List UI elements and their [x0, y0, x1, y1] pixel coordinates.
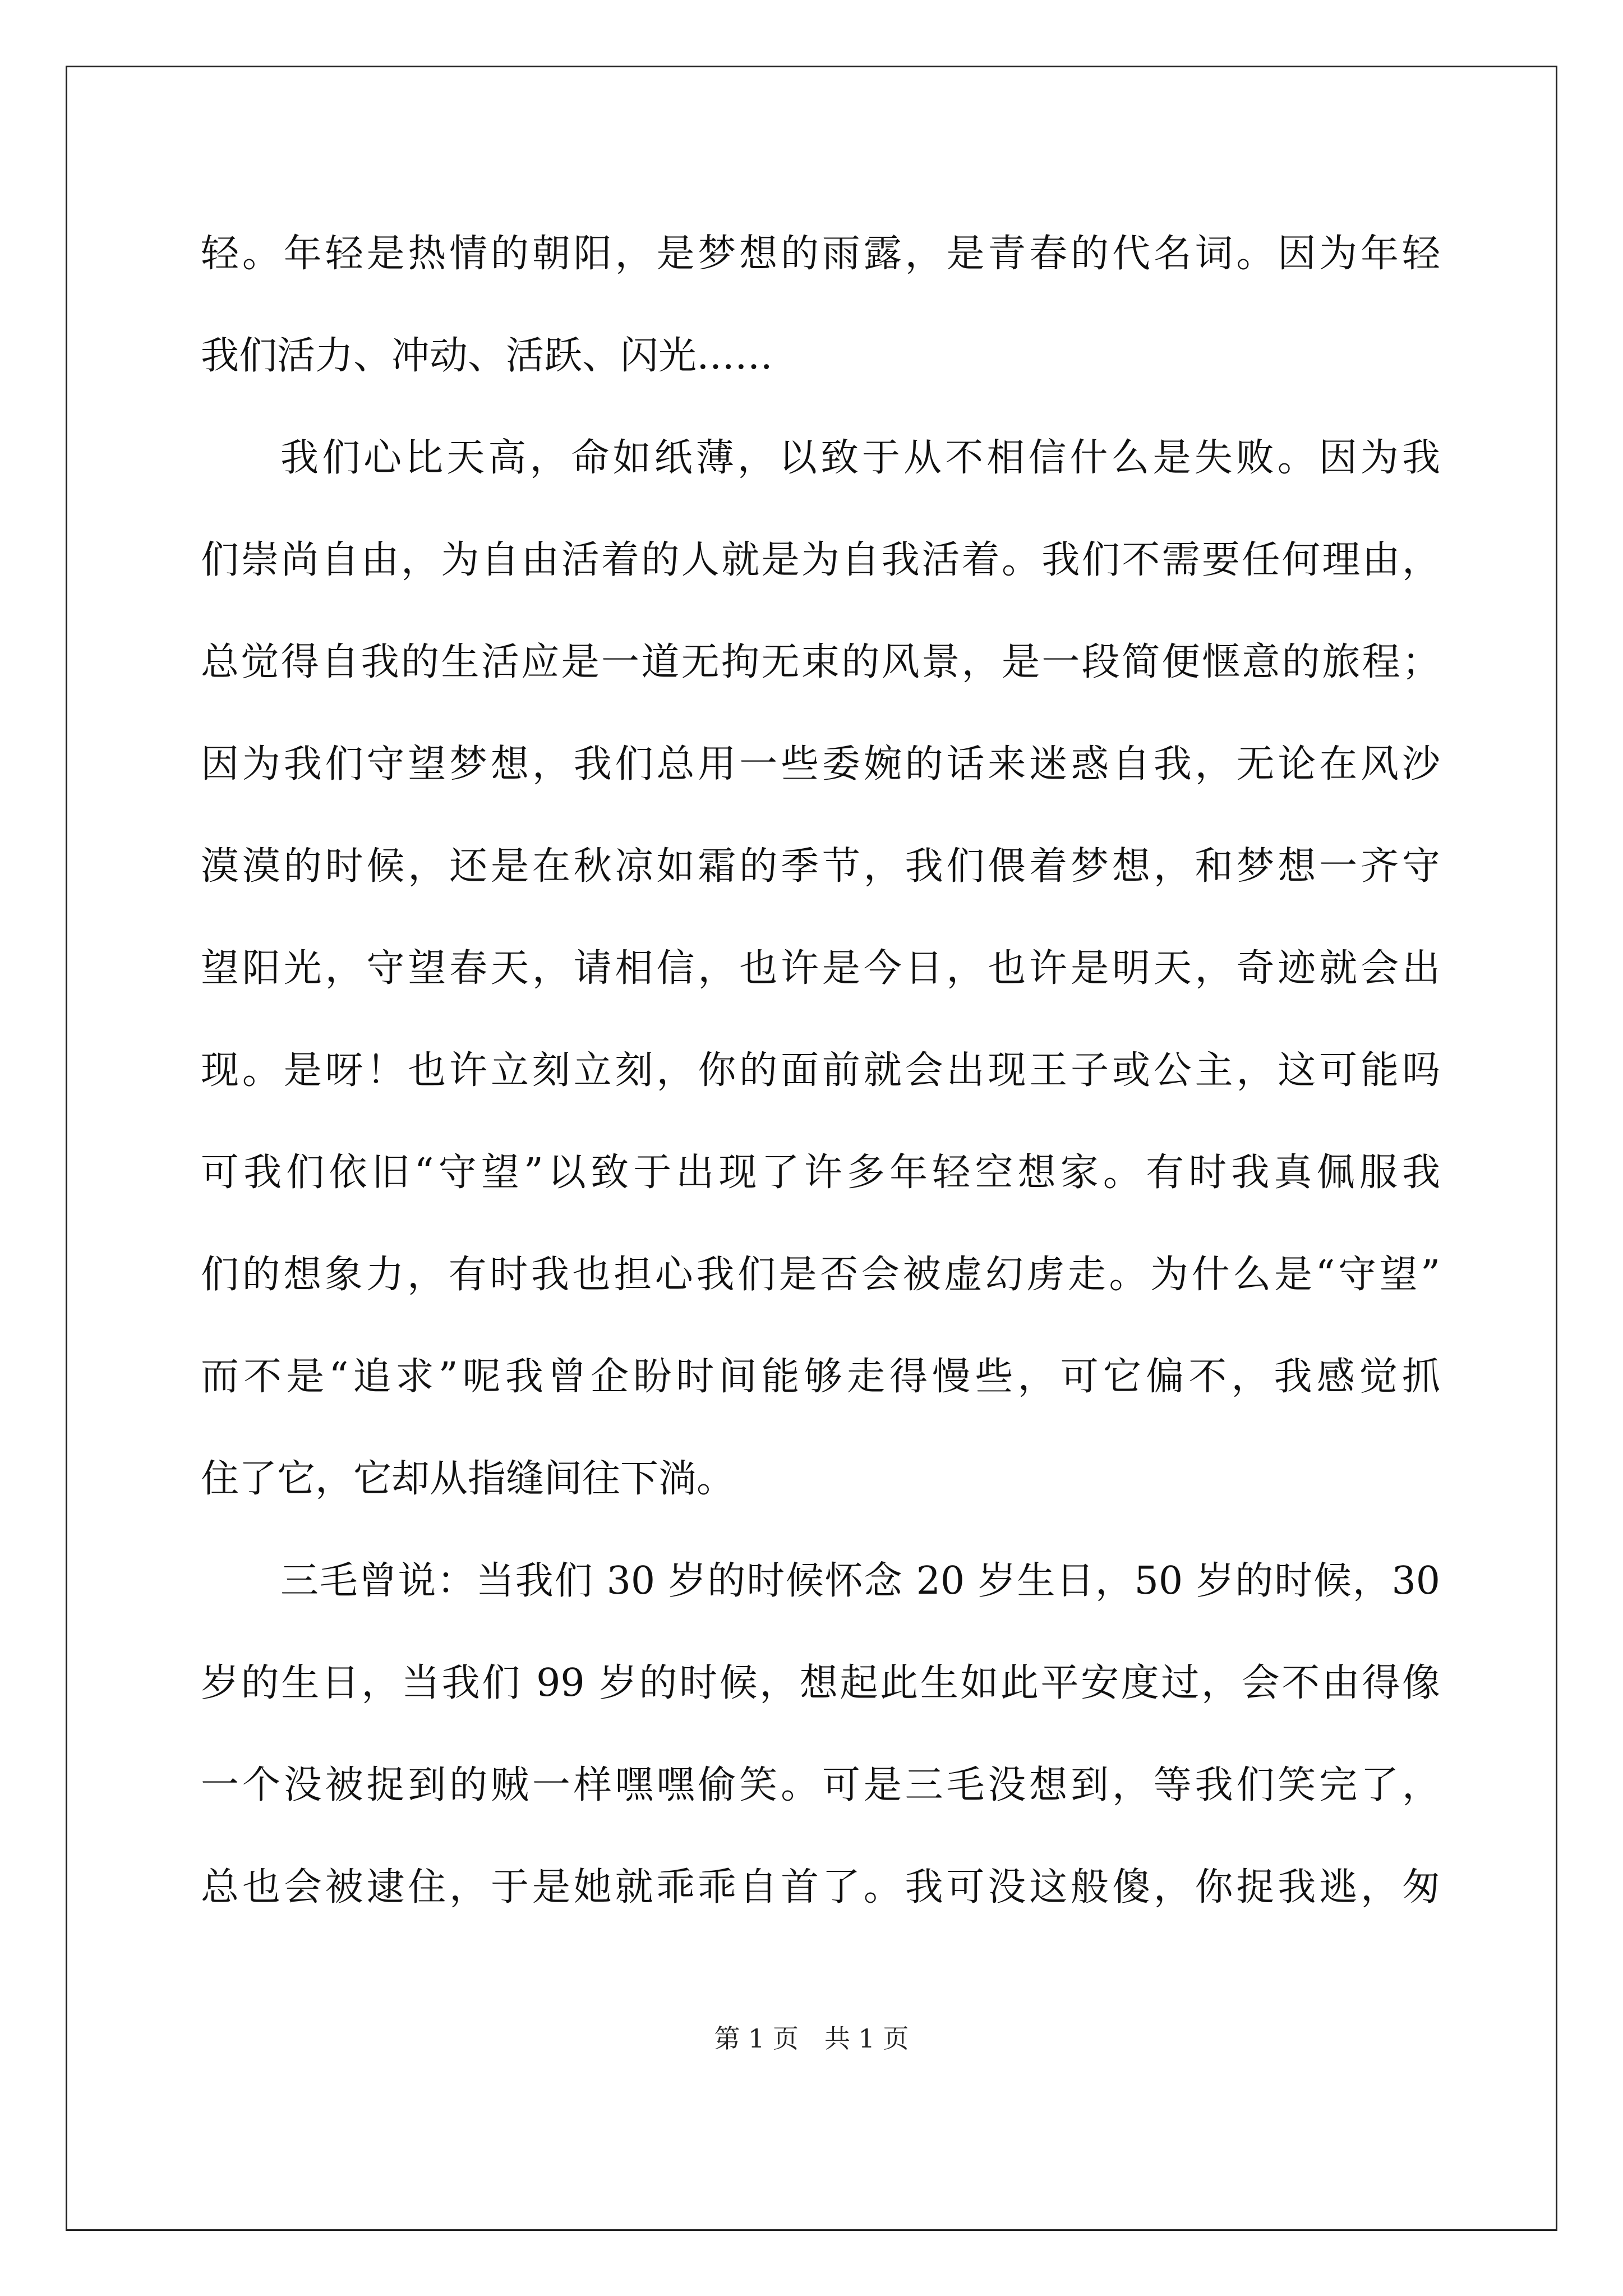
text-line: 我们活力、冲动、活跃、闪光…… [201, 334, 773, 378]
text-line: 总觉得自我的生活应是一道无拘无束的风景，是一段简便惬意的旅程； [201, 640, 1440, 684]
text-line: 而不是“追求”呢我曾企盼时间能够走得慢些，可它偏不，我感觉抓 [201, 1355, 1440, 1399]
document-body [201, 223, 1440, 1959]
text-line: 住了它，它却从指缝间往下淌。 [201, 1457, 735, 1501]
text-line: 因为我们守望梦想，我们总用一些委婉的话来迷惑自我，无论在风沙 [201, 742, 1440, 786]
text-line: 我们心比天高，命如纸薄，以致于从不相信什么是失败。因为我 [280, 436, 1440, 480]
text-line: 们的想象力，有时我也担心我们是否会被虚幻虏走。为什么是“守望” [201, 1253, 1440, 1297]
text-line: 总也会被逮住，于是她就乖乖自首了。我可没这般傻，你捉我逃，匆 [201, 1865, 1440, 1910]
text-line: 三毛曾说：当我们 30 岁的时候怀念 20 岁生日，50 岁的时候，30 [280, 1559, 1440, 1603]
text-line: 们崇尚自由，为自由活着的人就是为自我活着。我们不需要任何理由， [201, 538, 1440, 582]
text-line: 漠漠的时候，还是在秋凉如霜的季节，我们偎着梦想，和梦想一齐守 [201, 844, 1440, 889]
page-footer: 第 1 页 共 1 页 [714, 2023, 909, 2054]
text-line: 轻。年轻是热情的朝阳，是梦想的雨露，是青春的代名词。因为年轻 [201, 232, 1440, 276]
text-line: 望阳光，守望春天，请相信，也许是今日，也许是明天，奇迹就会出 [201, 946, 1440, 991]
text-line: 岁的生日，当我们 99 岁的时候，想起此生如此平安度过，会不由得像 [201, 1661, 1440, 1705]
text-line: 现。是呀！也许立刻立刻，你的面前就会出现王子或公主，这可能吗 [201, 1048, 1440, 1093]
text-line: 一个没被捉到的贼一样嘿嘿偷笑。可是三毛没想到，等我们笑完了， [201, 1763, 1440, 1807]
text-line: 可我们依旧“守望”以致于出现了许多年轻空想家。有时我真佩服我 [201, 1151, 1440, 1195]
